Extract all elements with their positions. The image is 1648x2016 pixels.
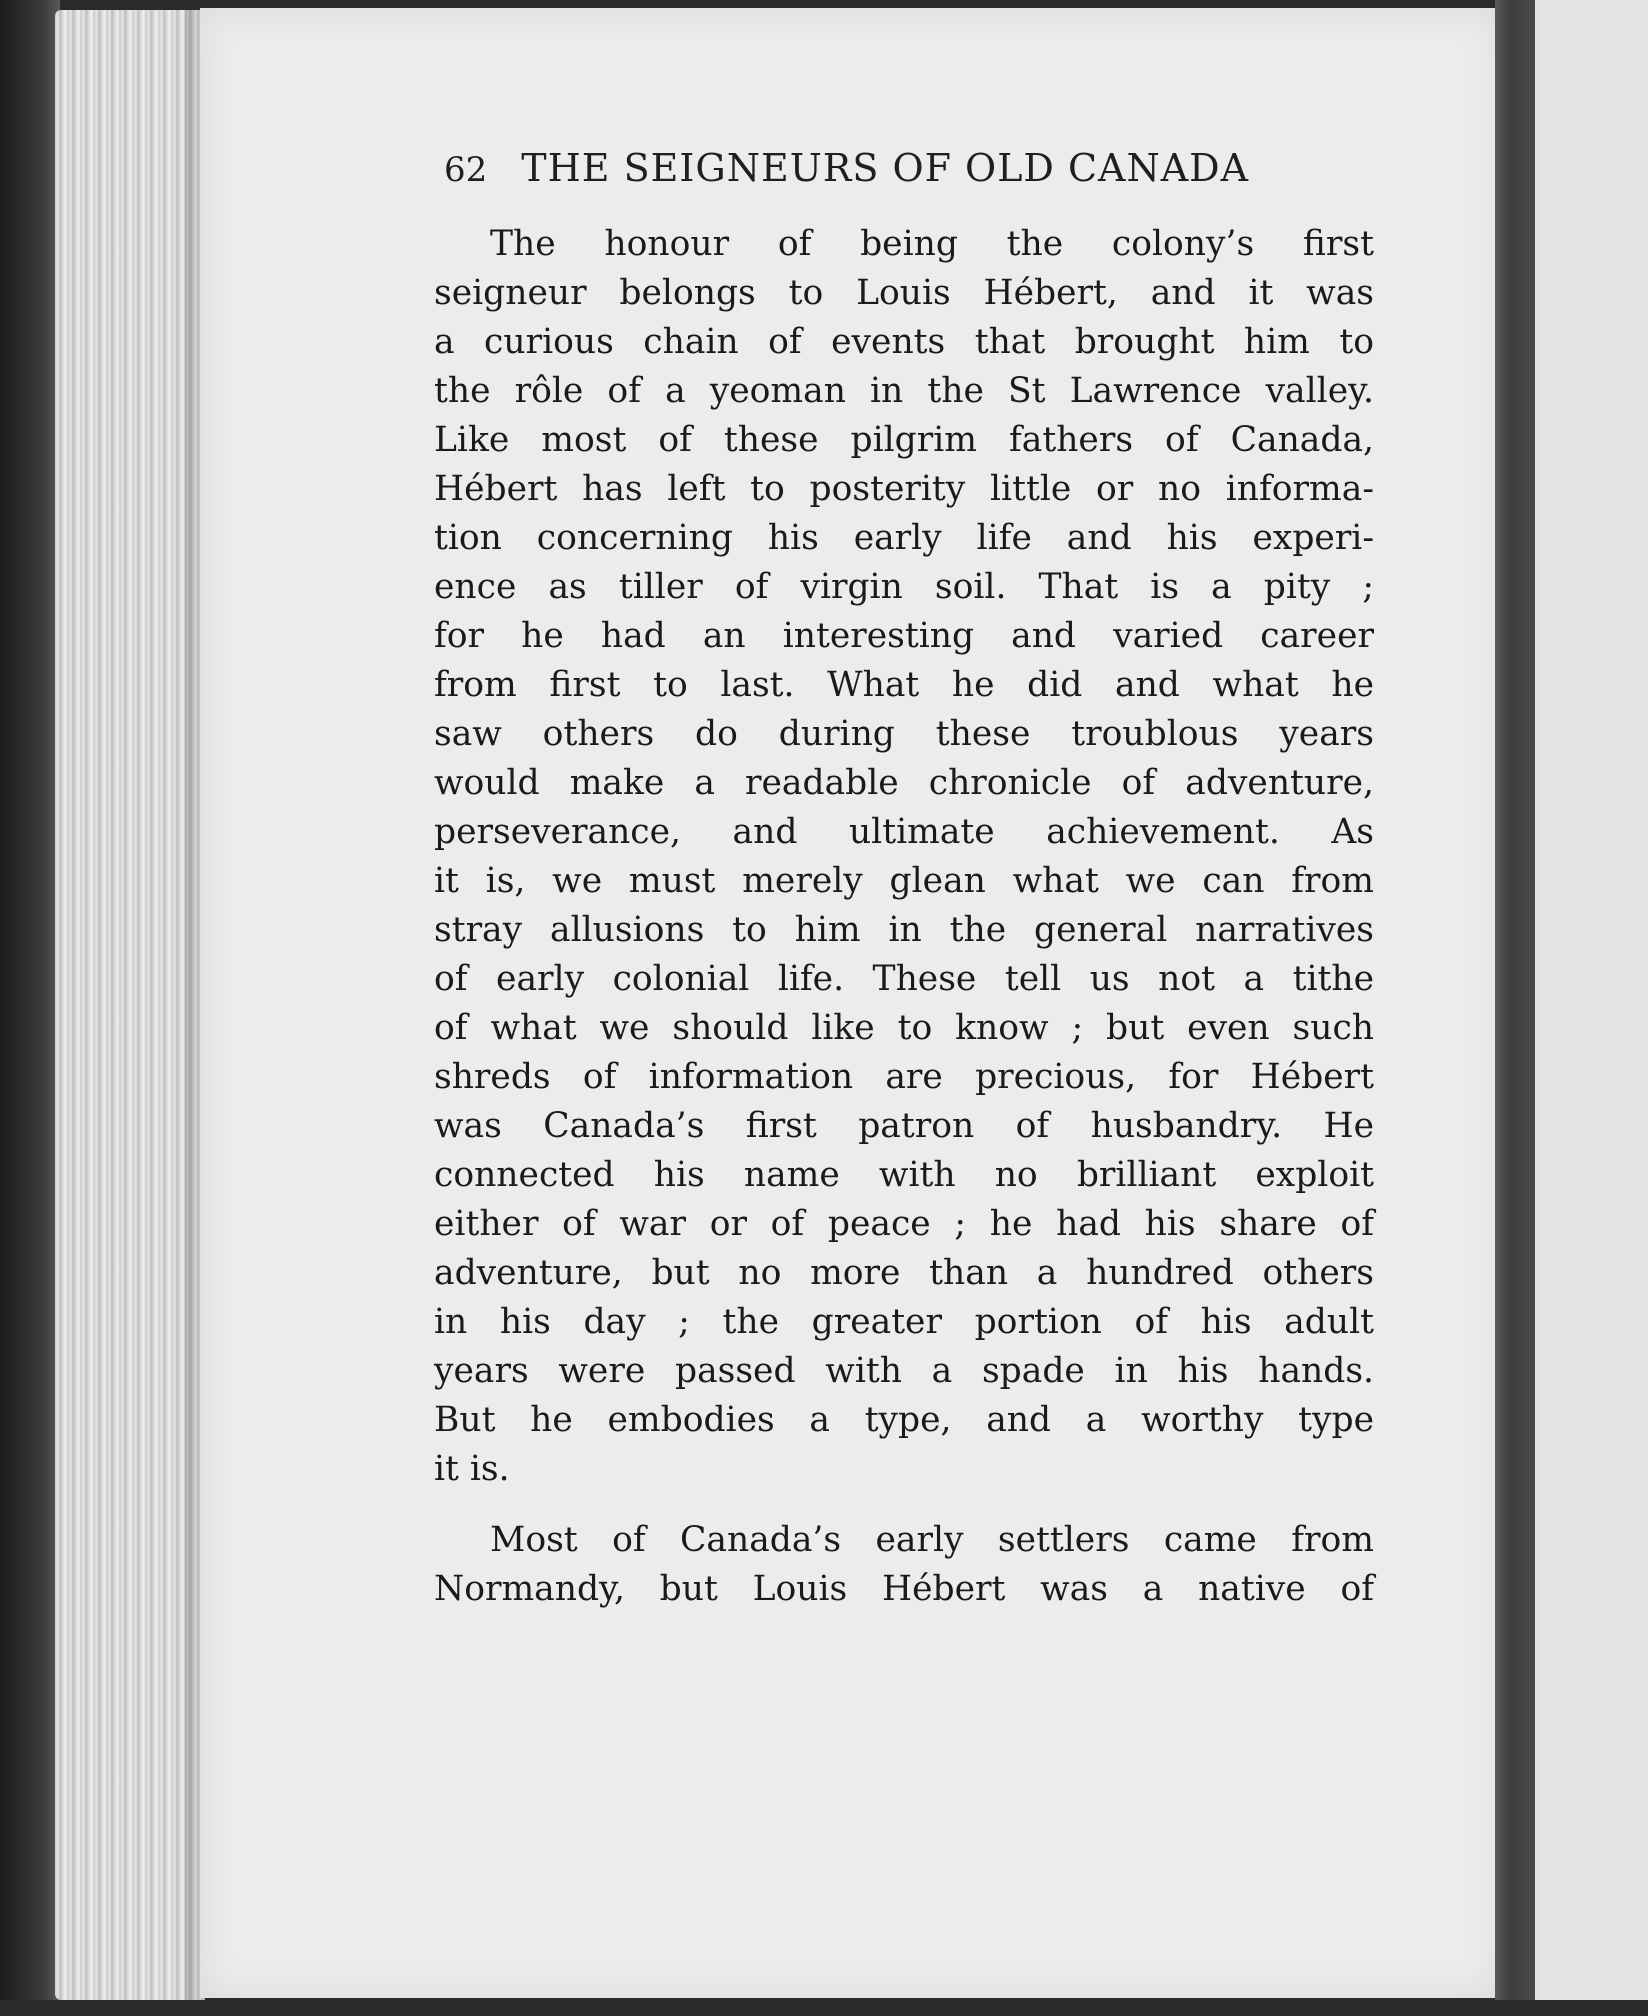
body-text: [434, 220, 1374, 1614]
running-head: THE SEIGNEURS OF OLD CANADA: [521, 146, 1250, 190]
scan-left-margin: [0, 0, 60, 2016]
text-line: it is.: [434, 1449, 510, 1489]
text-line: saw others do during these troublous years: [434, 714, 1374, 754]
opposite-page-edge: [1535, 0, 1648, 2016]
text-line: perseverance, and ultimate achievement. As: [434, 812, 1374, 852]
text-line: Hébert has left to posterity little or no informa-: [434, 469, 1374, 509]
text-line: stray allusions to him in the general narratives: [434, 910, 1374, 950]
text-line: Like most of these pilgrim fathers of Canada,: [434, 420, 1374, 460]
book-gutter: [1495, 0, 1535, 2016]
text-line: either of war or of peace ; he had his share of: [434, 1204, 1374, 1244]
text-line: years were passed with a spade in his hands.: [434, 1351, 1374, 1391]
text-line: shreds of information are precious, for Hébert: [434, 1057, 1374, 1097]
text-line: it is, we must merely glean what we can from: [434, 861, 1374, 901]
text-line: of early colonial life. These tell us not a tithe: [434, 959, 1374, 999]
text-line: Most of Canada’s early settlers came from: [490, 1520, 1374, 1560]
text-line: would make a readable chronicle of adventure,: [434, 763, 1374, 803]
text-line: ence as tiller of virgin soil. That is a pity ;: [434, 567, 1374, 607]
text-line: adventure, but no more than a hundred others: [434, 1253, 1374, 1293]
text-line: The honour of being the colony’s first: [490, 224, 1374, 264]
paragraph-gap: [434, 1494, 1374, 1516]
text-line: connected his name with no brilliant exploit: [434, 1155, 1374, 1195]
book-page-edges: [55, 10, 205, 2000]
text-line: of what we should like to know ; but even such: [434, 1008, 1374, 1048]
text-line: seigneur belongs to Louis Hébert, and it was: [434, 273, 1374, 313]
text-line: the rôle of a yeoman in the St Lawrence valley.: [434, 371, 1374, 411]
scan-bottom-margin: [0, 2000, 1648, 2016]
text-line: a curious chain of events that brought him to: [434, 322, 1374, 362]
page-number: 62: [444, 150, 488, 190]
text-line: Normandy, but Louis Hébert was a native of: [434, 1569, 1374, 1609]
text-line: in his day ; the greater portion of his adult: [434, 1302, 1374, 1342]
text-line: for he had an interesting and varied career: [434, 616, 1374, 656]
page-header: [444, 146, 1330, 202]
text-line: from first to last. What he did and what he: [434, 665, 1374, 705]
text-line: was Canada’s first patron of husbandry. He: [434, 1106, 1374, 1146]
text-line: tion concerning his early life and his experi-: [434, 518, 1374, 558]
text-line: But he embodies a type, and a worthy type: [434, 1400, 1374, 1440]
